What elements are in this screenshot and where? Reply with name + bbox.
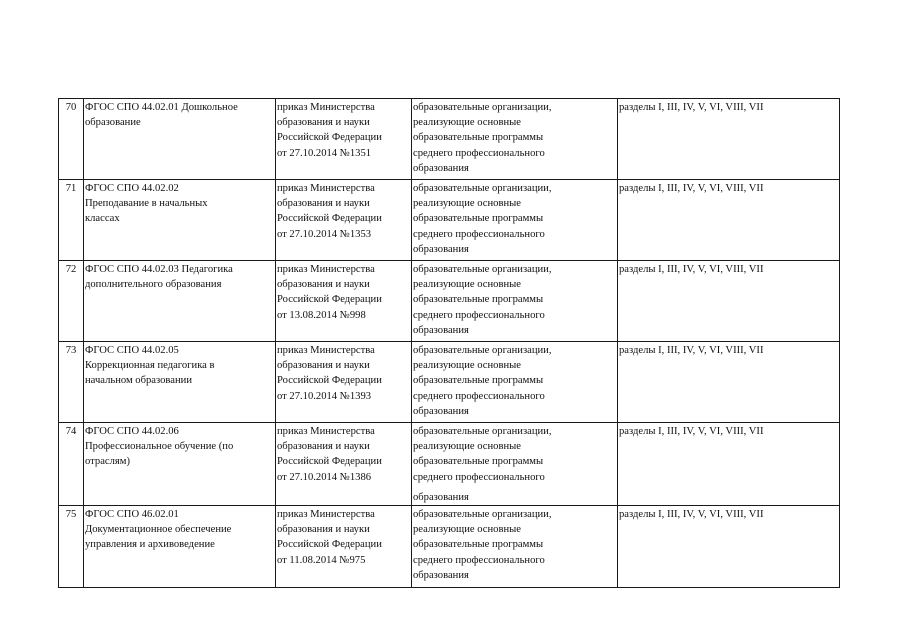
applicable-sections: разделы I, III, IV, V, VI, VIII, VII: [619, 264, 764, 275]
table-row: [59, 261, 840, 342]
standard-name: ФГОС СПО 44.02.06 Профессиональное обучение (по отраслям): [85, 426, 234, 468]
standard-name: ФГОС СПО 44.02.05 Коррекционная педагогика в начальном образовании: [85, 345, 215, 387]
applicable-sections: разделы I, III, IV, V, VI, VIII, VII: [619, 183, 764, 194]
standard-name: ФГОС СПО 44.02.01 Дошкольное образование: [85, 102, 238, 129]
row-number: 71: [59, 180, 84, 261]
row-number: 74: [59, 423, 84, 506]
table-row: [59, 506, 840, 588]
applicable-sections: разделы I, III, IV, V, VI, VIII, VII: [619, 102, 764, 113]
table-row: [59, 180, 840, 261]
approval-order: приказ Министерства образования и науки Российской Федерации от 13.08.2014 №998: [277, 264, 382, 321]
approval-order: приказ Министерства образования и науки Российской Федерации от 27.10.2014 №1351: [277, 102, 382, 159]
standard-name: ФГОС СПО 44.02.03 Педагогика дополнительного образования: [85, 264, 233, 291]
standards-table: [58, 98, 840, 588]
applicable-sections: разделы I, III, IV, V, VI, VIII, VII: [619, 426, 764, 437]
row-number: 70: [59, 99, 84, 180]
applicable-organizations: образовательные организации, реализующие основные образовательные программы среднего профессионального: [413, 426, 552, 483]
table-row: [59, 342, 840, 423]
applicable-sections: разделы I, III, IV, V, VI, VIII, VII: [619, 345, 764, 356]
applicable-organizations: образовательные организации, реализующие основные образовательные программы среднего профессионального образования: [413, 264, 552, 336]
standard-name: ФГОС СПО 46.02.01 Документационное обеспечение управления и архивоведение: [85, 509, 232, 551]
row-number: 75: [59, 506, 84, 588]
applicable-organizations: образовательные организации, реализующие основные образовательные программы среднего профессионального образования: [413, 102, 552, 174]
applicable-sections: разделы I, III, IV, V, VI, VIII, VII: [619, 509, 764, 521]
approval-order: приказ Министерства образования и науки Российской Федерации от 27.10.2014 №1353: [277, 183, 382, 240]
row-number: 72: [59, 261, 84, 342]
applicable-organizations-tail: образования: [413, 491, 469, 503]
table-row: [59, 423, 840, 506]
standard-name: ФГОС СПО 44.02.02 Преподавание в начальных классах: [85, 183, 208, 225]
applicable-organizations: образовательные организации, реализующие основные образовательные программы среднего профессионального образования: [413, 509, 552, 581]
approval-order: приказ Министерства образования и науки Российской Федерации от 27.10.2014 №1393: [277, 345, 382, 402]
table-row: [59, 99, 840, 180]
applicable-organizations: образовательные организации, реализующие основные образовательные программы среднего профессионального образования: [413, 183, 552, 255]
approval-order: приказ Министерства образования и науки Российской Федерации от 11.08.2014 №975: [277, 509, 382, 566]
applicable-organizations: образовательные организации, реализующие основные образовательные программы среднего профессионального образования: [413, 345, 552, 417]
approval-order: приказ Министерства образования и науки Российской Федерации от 27.10.2014 №1386: [277, 426, 382, 483]
row-number: 73: [59, 342, 84, 423]
